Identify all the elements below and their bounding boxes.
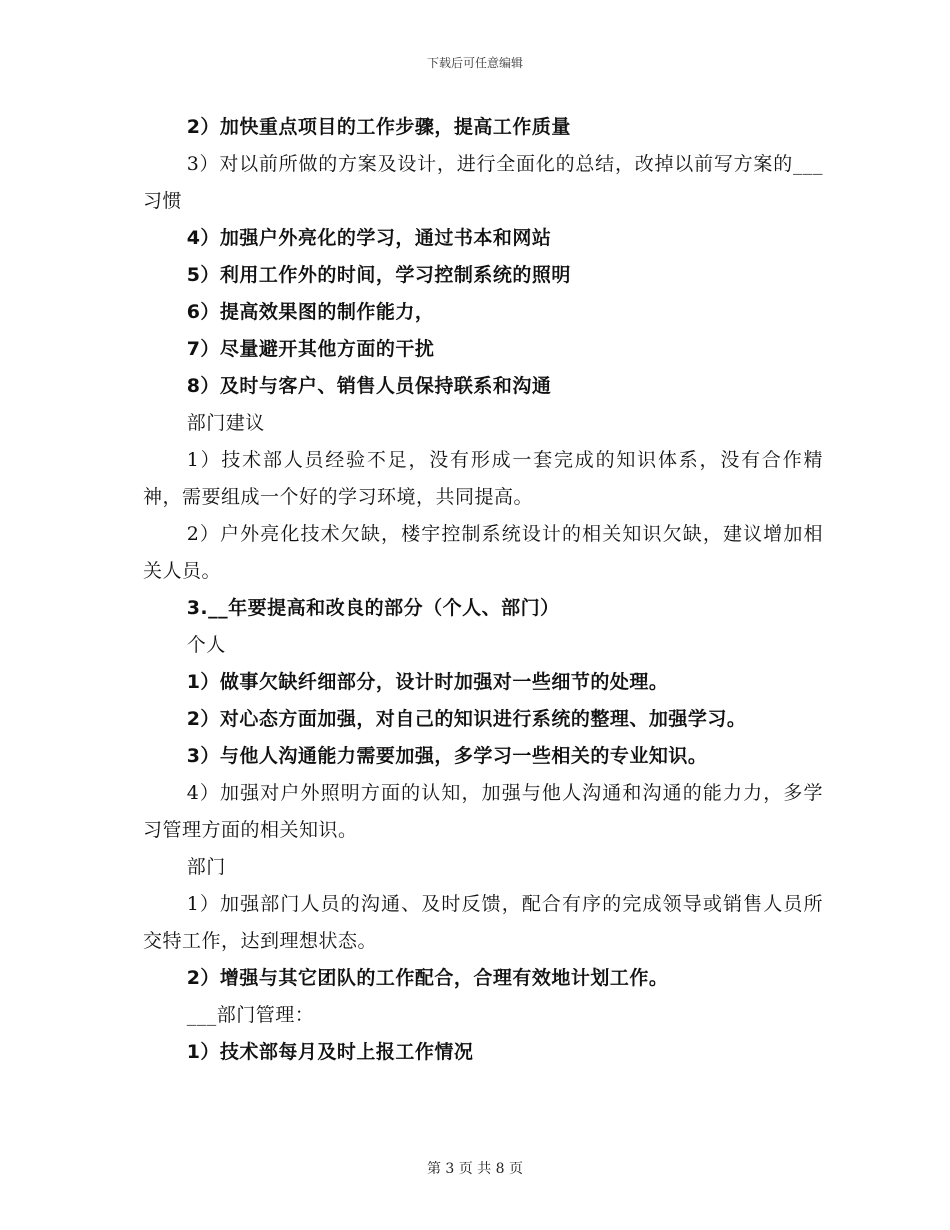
paragraph-7: 8）及时与客户、销售人员保持联系和沟通 [186, 375, 552, 397]
paragraph-19: 2）增强与其它团队的工作配合，合理有效地计划工作。 [186, 967, 669, 989]
paragraph-21: 1）技术部每月及时上报工作情况 [186, 1041, 474, 1063]
paragraph-5: 6）提高效果图的制作能力， [186, 301, 435, 323]
page-header: 下载后可任意编辑 [426, 56, 523, 70]
paragraph-10: 2）户外亮化技术欠缺，楼宇控制系统设计的相关知识欠缺，建议增加相关人员。 [143, 523, 823, 582]
paragraph-9: 1）技术部人员经验不足，没有形成一套完成的知识体系，没有合作精神，需要组成一个好的学习环境，共同提高。 [143, 449, 823, 508]
section-heading-improvements: 3.__年要提高和改良的部分（个人、部门） [186, 597, 560, 619]
paragraph-6: 7）尽量避开其他方面的干扰 [186, 338, 435, 360]
subheading-personal: 个人 [186, 634, 226, 656]
document-body [143, 109, 823, 1071]
page-footer: 第 3 页 共 8 页 [426, 1161, 524, 1177]
subheading-department: 部门 [186, 856, 226, 878]
paragraph-2: 3）对以前所做的方案及设计，进行全面化的总结，改掉以前写方案的___习惯 [143, 153, 823, 212]
paragraph-16: 4）加强对户外照明方面的认知，加强与他人沟通和沟通的能力力，多学习管理方面的相关知识。 [143, 782, 823, 841]
paragraph-13: 1）做事欠缺纤细部分，设计时加强对一些细节的处理。 [186, 671, 669, 693]
paragraph-3: 4）加强户外亮化的学习，通过书本和网站 [186, 227, 552, 249]
paragraph-15: 3）与他人沟通能力需要加强，多学习一些相关的专业知识。 [186, 745, 708, 767]
paragraph-14: 2）对心态方面加强，对自己的知识进行系统的整理、加强学习。 [186, 708, 747, 730]
paragraph-18: 1）加强部门人员的沟通、及时反馈，配合有序的完成领导或销售人员所交特工作，达到理想状态。 [143, 893, 823, 952]
paragraph-4: 5）利用工作外的时间，学习控制系统的照明 [186, 264, 571, 286]
paragraph-1: 2）加快重点项目的工作步骤，提高工作质量 [186, 116, 571, 138]
section-heading-dept-suggestions: 部门建议 [186, 412, 265, 434]
subheading-dept-management: ___部门管理： [186, 1004, 315, 1026]
